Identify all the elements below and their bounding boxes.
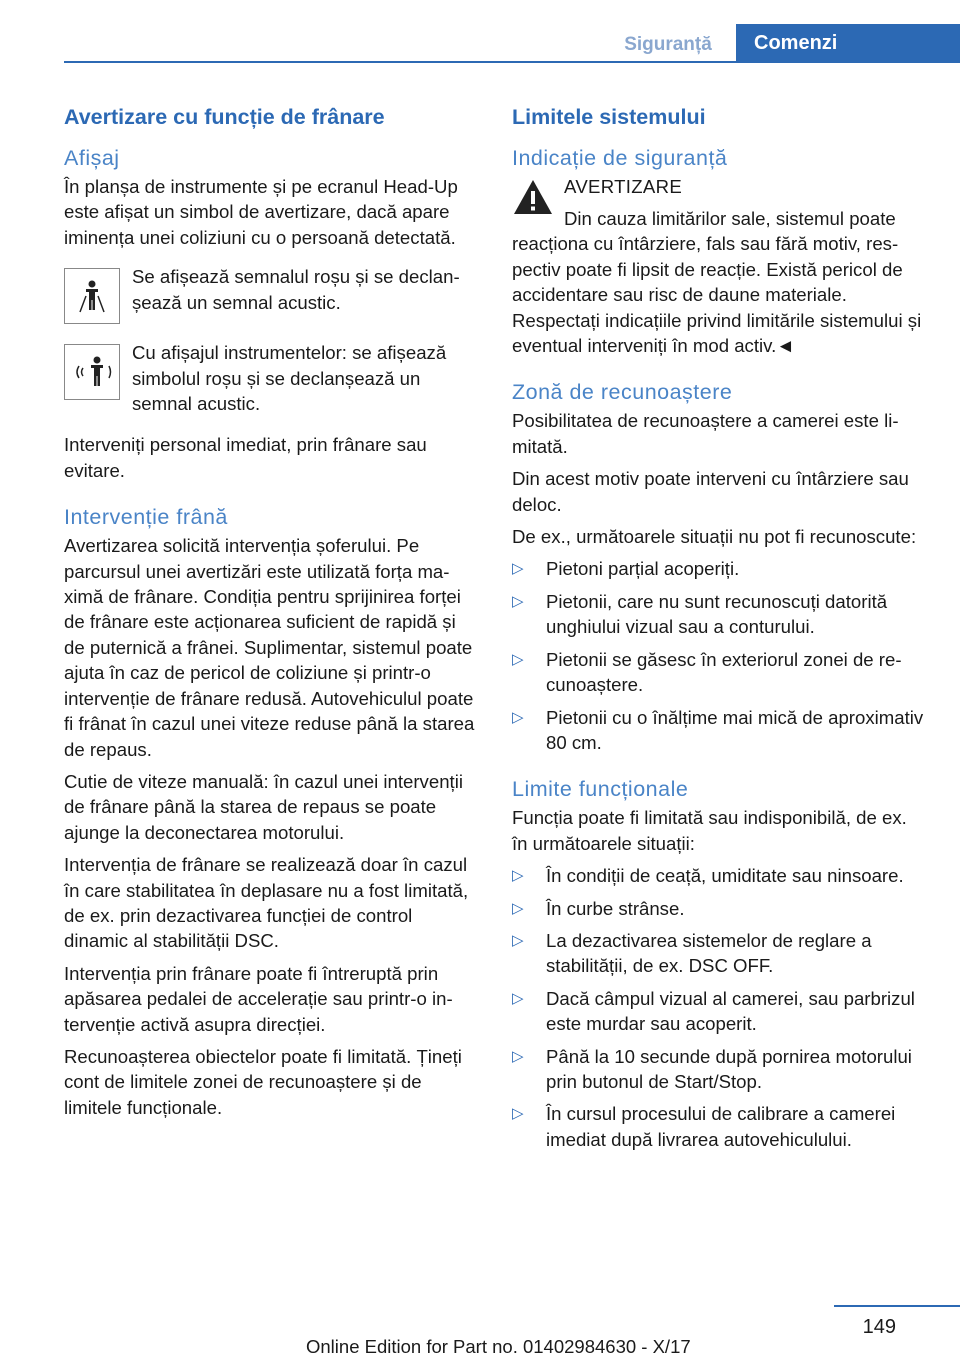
left-section-title: Avertizare cu funcție de frânare [64, 105, 385, 129]
instrument-description: Cu afișajul instrumentelor: se afișează simbolul roșu și se declanșează un semnal acustic. [132, 342, 447, 415]
bullet-triangle-icon: ▷ [512, 899, 524, 917]
instrument-symbol-row [64, 340, 478, 416]
brake-paragraph-2: Cutie de viteze manuală: în cazul unei intervenții de frânare până la starea de repaus se poate ajunge la deconectarea motorului. [64, 770, 463, 843]
intervene-paragraph: Interveniți personal imediat, prin frânare sau evitare. [64, 434, 427, 481]
bullet-triangle-icon: ▷ [512, 592, 524, 610]
brake-paragraph-1: Avertizarea solicită intervenția șoferului. Pe parcursul unei avertizări este utilizată forța maximă de frânare. Condiția pentru sprijinirea forței de frânare este acționarea suficient de rapidă și de puternică a frânei. Suplimentar, sistemul poate ajuta în caz de pericol de coliziune și printr-o intervenție de frânare redusă. Autovehiculul poate fi frânat în cazul unei viteze reduse până la starea de repaus. [64, 535, 475, 760]
list-item: ▷ În cursul procesului de calibrare a camerei imediat după livrarea autovehiculului. [512, 1103, 896, 1150]
bullet-triangle-icon: ▷ [512, 560, 524, 578]
list-item: ▷ În curbe strânse. [512, 896, 926, 921]
limits-list [512, 863, 926, 1152]
list-item: ▷ Până la 10 secunde după pornirea motorului prin butonul de Start/Stop. [512, 1045, 912, 1092]
safety-note-heading: Indicație de siguranță [512, 146, 728, 170]
symbol-description: Se afișează semnalul roșu și se declanșează un semnal acustic. [132, 266, 460, 313]
warning-triangle-icon [512, 178, 554, 216]
recognition-zone-heading: Zonă de recunoaștere [512, 380, 733, 405]
list-item: ▷ Pietoni parțial acoperiți. [512, 556, 926, 581]
page-number: 149 [862, 1316, 896, 1338]
bullet-triangle-icon: ▷ [512, 1047, 524, 1065]
list-item: ▷ Pietonii se găsesc în exteriorul zonei de recunoaștere. [512, 648, 902, 696]
list-item: ▷ Pietonii, care nu sunt recunoscuți datorită unghiului vizual sau a conturului. [512, 590, 888, 638]
bullet-triangle-icon: ▷ [512, 867, 524, 885]
limits-paragraph: Funcția poate fi limitată sau indisponibilă, de ex. în următoarele situații: [512, 807, 907, 854]
warning-label: AVERTIZARE [564, 176, 683, 197]
warning-text: Din cauza limitărilor sale, sistemul poate reacționa cu întârziere, fals sau fără motiv, respectiv poate fi lipsit de reacție. Există pericol de accidentare sau risc de daune materiale. Respectați indicațiile privind limitările sistemului și eventual interveniți în mod activ.◄ [512, 208, 922, 357]
bullet-triangle-icon: ▷ [512, 708, 524, 726]
footer-rule [834, 1305, 960, 1307]
edition-footer: Online Edition for Part no. 01402984630 - X/17 [306, 1336, 691, 1357]
recognition-paragraph-2: Din acest motiv poate interveni cu întârziere sau deloc. [512, 468, 909, 515]
list-item: ▷ La dezactivarea sistemelor de reglare a stabilității, de ex. DSC OFF. [512, 929, 872, 977]
display-heading: Afișaj [64, 146, 120, 170]
functional-limits-heading: Limite funcționale [512, 777, 689, 802]
recognition-paragraph-3: De ex., următoarele situații nu pot fi recunoscute: [512, 526, 917, 548]
bullet-triangle-icon: ▷ [512, 989, 524, 1007]
tab-controls[interactable]: Comenzi [736, 24, 960, 63]
brake-paragraph-4: Intervenția prin frânare poate fi întreruptă prin apăsarea pedalei de accelerație sau printr-o intervenție activă asupra direcției. [64, 962, 453, 1035]
recognition-list [512, 556, 926, 755]
display-paragraph: În planșa de instrumente și pe ecranul Head-Up este afișat un simbol de avertizare, dacă apare iminența unei coliziuni cu o persoană detectată. [64, 176, 458, 248]
list-item: ▷ Pietonii cu o înălțime mai mică de aproximativ 80 cm. [512, 706, 924, 753]
bullet-triangle-icon: ▷ [512, 931, 524, 949]
warning-symbol-row [64, 264, 478, 324]
pedestrian-warning-icon [64, 268, 120, 324]
bullet-triangle-icon: ▷ [512, 650, 524, 668]
pedestrian-acoustic-icon [64, 344, 120, 400]
brake-intervention-heading: Intervenție frână [64, 505, 228, 530]
recognition-paragraph-1: Posibilitatea de recunoaștere a camerei este limitată. [512, 410, 899, 457]
brake-paragraph-5: Recunoașterea obiectelor poate fi limitată. Țineți cont de limitele zonei de recunoaștere și de limitele funcționale. [64, 1045, 462, 1118]
right-section-title: Limitele sistemului [512, 105, 706, 129]
bullet-triangle-icon: ▷ [512, 1105, 524, 1123]
brake-paragraph-3: Intervenția de frânare se realizează doar în cazul în care stabilitatea în deplasare nu a fost limitată, de ex. prin dezactivarea funcției de control dinamic al stabilității DSC. [64, 854, 469, 952]
list-item: ▷ În condiții de ceață, umiditate sau ninsoare. [512, 863, 926, 888]
tab-safety[interactable]: Siguranță [624, 33, 712, 55]
left-column [64, 98, 478, 1127]
right-column [512, 98, 926, 1159]
list-item: ▷ Dacă câmpul vizual al camerei, sau parbrizul este murdar sau acoperit. [512, 987, 915, 1035]
